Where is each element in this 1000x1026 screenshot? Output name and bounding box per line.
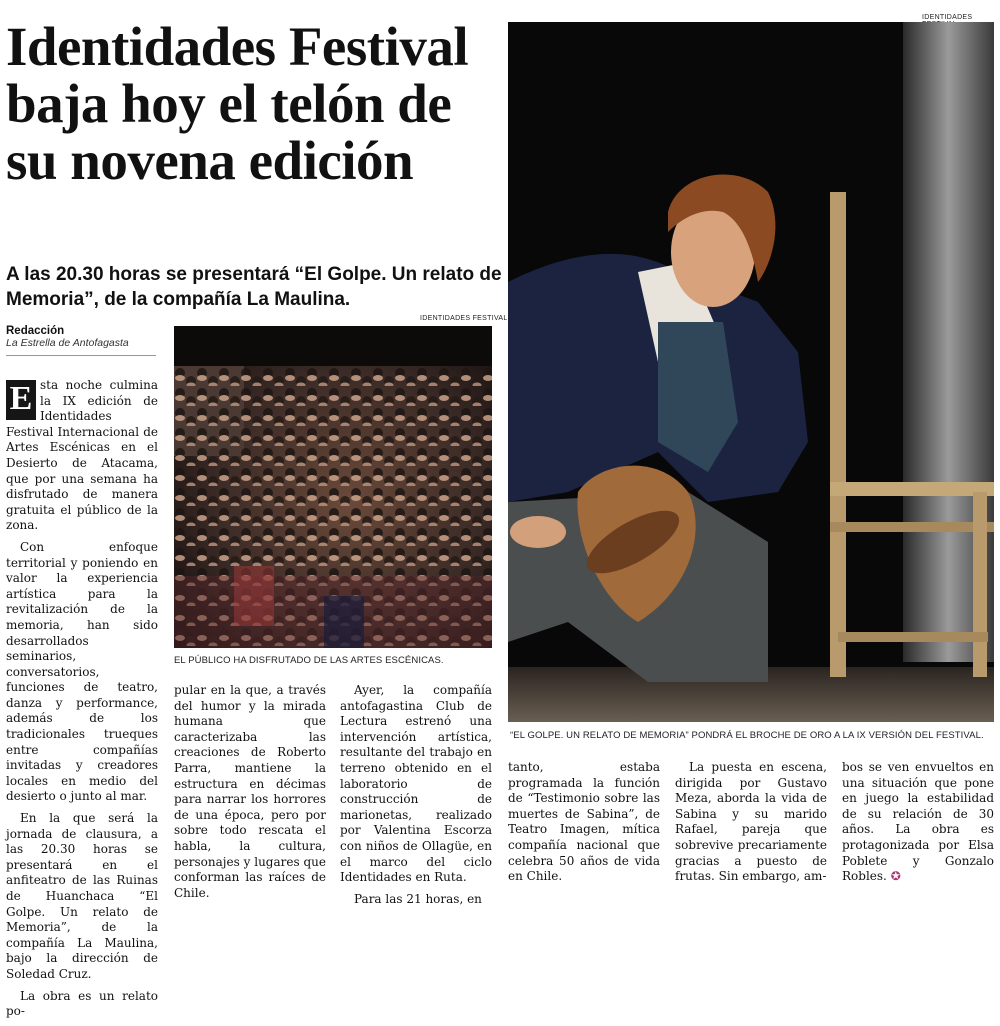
paragraph: pular en la que, a través del humor y la mirada humana que caracterizaba las creaciones de Roberto Parra, mantiene la estructura en décimas para narrar los horrores de una época, pero por sobre todo rescata el habla, la cultura, personajes y lugares que conforman las raíces de Chile. — [174, 683, 326, 900]
paragraph: La puesta en escena, dirigida por Gustavo Meza, aborda la vida de Sabina y su marido Rafael, pareja que sobrevive precariamente gracias a puesto de frutas. Sin embargo, am- — [675, 760, 827, 884]
paragraph: tanto, estaba programada la función de “Testimonio sobre las muertes de Sabina”, de Teatro Imagen, mítica compañía nacional que celebra 50 años de vida en Chile. — [508, 760, 660, 884]
paragraph: bos se ven envueltos en una situación que pone en juego la estabilidad de su relación de 30 años. La obra es protagonizada por Elsa Poblete y Gonzalo Robles. — [842, 760, 994, 884]
article-column-6 — [842, 760, 994, 891]
actor-photo — [508, 22, 994, 722]
audience-photo-image — [174, 326, 492, 648]
end-mark-icon: ✪ — [890, 869, 901, 884]
photo-credit: IDENTIDADES FESTIVAL — [420, 315, 508, 322]
headline: Identidades Festival baja hoy el telón de su novena edición — [6, 16, 469, 191]
paragraph: La obra es un relato po- — [6, 988, 158, 1019]
byline-name: Redacción — [6, 325, 65, 337]
paragraph: Para las 21 horas, en — [354, 891, 482, 906]
photo-credit: IDENTIDADES — [922, 14, 973, 21]
article-column-1 — [6, 378, 158, 1026]
paragraph: Con enfoque territorial y poniendo en valor la experiencia artística para la revitalización de la memoria, han sido desarrollados seminarios, conversatorios, funciones de teatro, danza y performance, además de los tradicionales trueques entre compañías invitadas y creadores locales en medio del desierto o junto al mar. — [6, 539, 158, 804]
audience-photo-caption: EL PÚBLICO HA DISFRUTADO DE LAS ARTES ESCÉNICAS. — [174, 655, 444, 666]
lead-paragraph: A las 20.30 horas se presentará “El Golpe. Un relato de Memoria”, de la compañía La Maulina. — [6, 264, 502, 310]
actor-photo-caption: “EL GOLPE. UN RELATO DE MEMORIA” PONDRÁ EL BROCHE DE ORO A LA IX VERSIÓN DEL FESTIVAL. — [510, 730, 984, 741]
audience-photo — [174, 326, 492, 648]
article-column-4 — [508, 760, 660, 891]
drop-cap: E — [6, 380, 36, 420]
byline-publication: La Estrella de Antofagasta — [6, 337, 129, 349]
article-column-5 — [675, 760, 827, 891]
byline — [6, 325, 156, 356]
actor-photo-image — [508, 22, 994, 722]
article-column-3 — [340, 683, 492, 913]
paragraph: En la que será la jornada de clausura, a las 20.30 horas se presentará en el anfiteatro de las Ruinas de Huanchaca “El Golpe. Un relato de Memoria”, de la compañía La Maulina, bajo la dirección de Soledad Cruz. — [6, 811, 158, 981]
paragraph: Ayer, la compañía antofagastina Club de Lectura estrenó una intervención artística, resultante del trabajo en terreno obtenido en el laboratorio de construcción de marionetas, realizado por Valentina Escorza con niños de Ollagüe, en el marco del ciclo Identidades en Ruta. — [340, 683, 492, 885]
paragraph: sta noche culmina la IX edición de Identidades Festival Internacional de Artes Escénicas en el Desierto de Atacama, que por una semana ha disfrutado de manera gratuita el público de la zona. — [6, 378, 158, 533]
